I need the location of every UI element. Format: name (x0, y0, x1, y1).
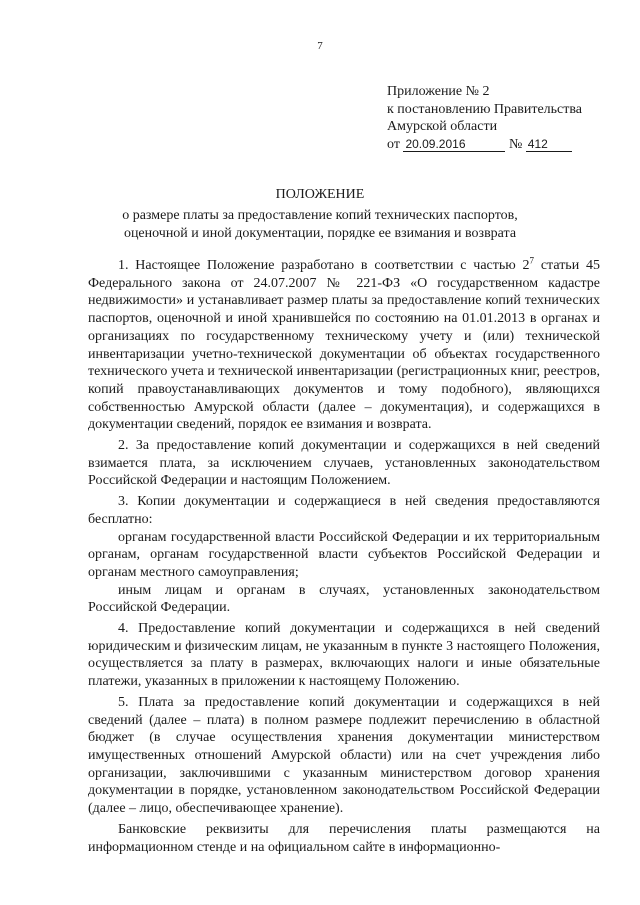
appendix-region: Амурской области (387, 119, 498, 134)
document-subtitle: о размере платы за предоставление копий технических паспортов, оценочной и иной документации, порядке ее взимания и возврата (122, 208, 518, 241)
paragraph-3-item-1: органам государственной власти Российской Федерации и их территориальным органам, органам государственной власти субъектов Российской Федерации и органам местного самоуправления; (88, 529, 600, 580)
paragraph-4: 4. Предоставление копий документации и содержащихся в ней сведений юридическим и физическим лицам, не указанным в пункте 3 настоящего Положения, осуществляется за плату в размерах, включающих налоги и иные обязательные платежи, указанных в приложении к настоящему Положению. (88, 621, 600, 690)
document-title: ПОЛОЖЕНИЕ (275, 187, 365, 202)
number-prefix: № (508, 136, 523, 152)
paragraph-1-superscript: 7 (529, 255, 535, 266)
paragraph-5: 5. Плата за предоставление копий документации и содержащихся в ней сведений (далее – плата) в полном размере подлежит перечислению в областной бюджет (в случае осуществления хранения документации министерством имущественных отношений Амурской области) или на счет учреждения либо организации, заключившими с указанным министерством договор хранения документации в порядке, установленном законодательством Российской Федерации (далее – лицо, обеспечивающее хранение). (88, 694, 600, 817)
paragraph-3-item-2: иным лицам и органам в случаях, установленных законодательством Российской Федерации. (88, 582, 600, 616)
paragraph-3: 3. Копии документации и содержащиеся в ней сведения предоставляются бесплатно: (88, 494, 600, 527)
page-number: 7 (317, 40, 323, 52)
document-body (88, 257, 600, 856)
resolution-number: 412 (526, 138, 572, 152)
date-prefix: от (387, 136, 400, 152)
appendix-date-number (387, 136, 627, 154)
paragraph-2: 2. За предоставление копий документации и содержащихся в ней сведений взимается плата, за исключением случаев, установленных законодательством Российской Федерации и настоящим Положением. (88, 438, 600, 489)
resolution-date: 20.09.2016 (403, 138, 505, 152)
appendix-resolution: к постановлению Правительства (387, 101, 583, 117)
paragraph-1-start: 1. Настоящее Положение разработано в соответствии с частью 2 (118, 258, 530, 273)
appendix-block (387, 83, 627, 153)
appendix-title: Приложение № 2 (387, 84, 490, 99)
paragraph-1 (88, 257, 600, 434)
paragraph-6: Банковские реквизиты для перечисления платы размещаются на информационном стенде и на официальном сайте в информационно- (88, 821, 600, 855)
paragraph-1-rest: статьи 45 Федерального закона от 24.07.2007 № 221-ФЗ «О государственном кадастре недвижимости» и устанавливает размер платы за предоставление копий технических паспортов, оценочной и иной хранившейся по состоянию на 01.01.2013 в органах и организациях по государственному техническому учету и (или) технической инвентаризации учетно-технической документации об объектах государственного технического учета и технической инвентаризации (регистрационных книг, реестров, копий правоустанавливающих документов и тому подобного), являющихся собственностью Амурской области (далее – документация), и содержащихся в документации сведений, порядок ее взимания и возврата. (88, 258, 600, 433)
